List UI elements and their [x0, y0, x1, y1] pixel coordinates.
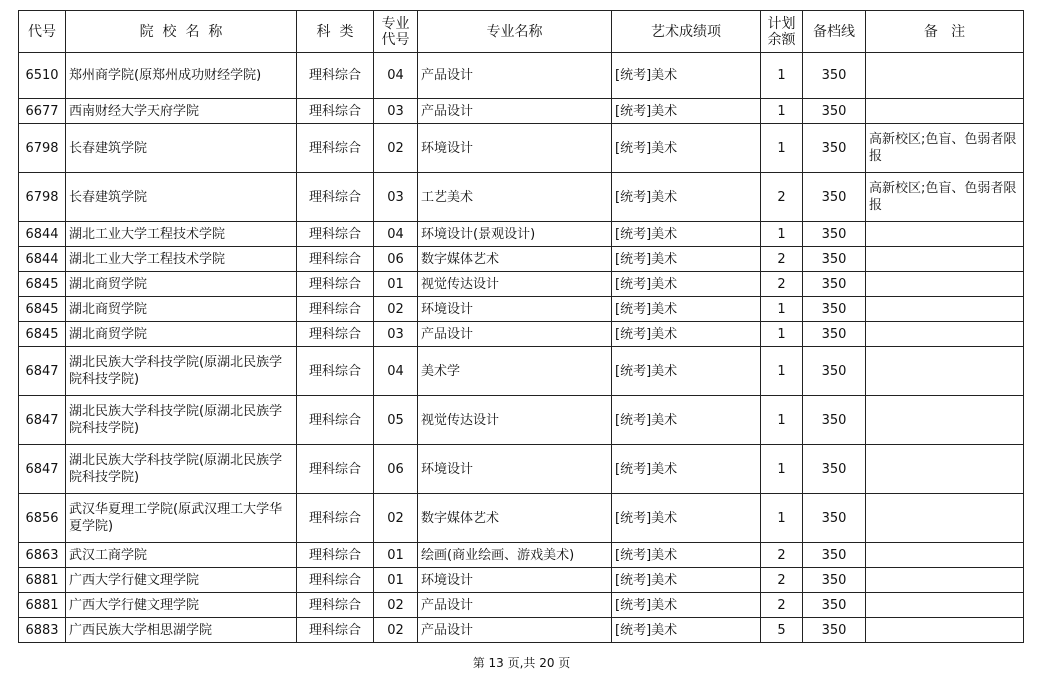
cell-major-code: 02	[374, 618, 418, 643]
cell-major-code: 02	[374, 593, 418, 618]
cell-code: 6844	[19, 222, 66, 247]
header-plan-left: 计划 余额	[761, 11, 803, 53]
cell-cutoff: 350	[803, 618, 866, 643]
cell-cutoff: 350	[803, 124, 866, 173]
cell-category: 理科综合	[297, 396, 374, 445]
cell-school: 郑州商学院(原郑州成功财经学院)	[66, 53, 297, 99]
cell-plan-left: 1	[761, 53, 803, 99]
cell-major-name: 产品设计	[418, 593, 612, 618]
cell-notes	[866, 347, 1024, 396]
cell-major-name: 产品设计	[418, 322, 612, 347]
cell-plan-left: 1	[761, 494, 803, 543]
cell-art-item: [统考]美术	[612, 322, 761, 347]
table-row	[19, 445, 1024, 494]
admission-table-sheet	[18, 10, 1024, 643]
cell-notes	[866, 396, 1024, 445]
cell-code: 6847	[19, 445, 66, 494]
cell-art-item: [统考]美术	[612, 618, 761, 643]
table-row	[19, 124, 1024, 173]
header-major-name: 专业名称	[418, 11, 612, 53]
cell-category: 理科综合	[297, 272, 374, 297]
cell-school: 湖北民族大学科技学院(原湖北民族学院科技学院)	[66, 445, 297, 494]
cell-major-name: 环境设计	[418, 568, 612, 593]
cell-school: 湖北民族大学科技学院(原湖北民族学院科技学院)	[66, 396, 297, 445]
cell-category: 理科综合	[297, 173, 374, 222]
cell-major-name: 环境设计(景观设计)	[418, 222, 612, 247]
cell-major-name: 美术学	[418, 347, 612, 396]
cell-school: 武汉华夏理工学院(原武汉理工大学华夏学院)	[66, 494, 297, 543]
cell-plan-left: 2	[761, 247, 803, 272]
cell-plan-left: 1	[761, 347, 803, 396]
cell-category: 理科综合	[297, 53, 374, 99]
table-row	[19, 347, 1024, 396]
cell-code: 6847	[19, 396, 66, 445]
cell-notes	[866, 53, 1024, 99]
cell-major-name: 环境设计	[418, 124, 612, 173]
cell-category: 理科综合	[297, 543, 374, 568]
table-body	[19, 53, 1024, 643]
table-row	[19, 247, 1024, 272]
cell-plan-left: 1	[761, 99, 803, 124]
table-row	[19, 173, 1024, 222]
table-row	[19, 99, 1024, 124]
cell-art-item: [统考]美术	[612, 272, 761, 297]
cell-category: 理科综合	[297, 99, 374, 124]
cell-category: 理科综合	[297, 297, 374, 322]
cell-major-name: 视觉传达设计	[418, 396, 612, 445]
cell-cutoff: 350	[803, 494, 866, 543]
table-row	[19, 222, 1024, 247]
cell-major-code: 02	[374, 494, 418, 543]
table-row	[19, 297, 1024, 322]
cell-code: 6510	[19, 53, 66, 99]
admission-table	[18, 10, 1024, 643]
cell-category: 理科综合	[297, 618, 374, 643]
cell-major-code: 04	[374, 347, 418, 396]
cell-school: 武汉工商学院	[66, 543, 297, 568]
cell-major-code: 05	[374, 396, 418, 445]
cell-category: 理科综合	[297, 445, 374, 494]
cell-major-name: 环境设计	[418, 297, 612, 322]
cell-art-item: [统考]美术	[612, 173, 761, 222]
cell-plan-left: 1	[761, 124, 803, 173]
cell-plan-left: 1	[761, 445, 803, 494]
cell-major-name: 产品设计	[418, 53, 612, 99]
cell-cutoff: 350	[803, 272, 866, 297]
cell-notes	[866, 618, 1024, 643]
cell-code: 6798	[19, 124, 66, 173]
cell-major-code: 06	[374, 445, 418, 494]
cell-notes	[866, 445, 1024, 494]
cell-cutoff: 350	[803, 543, 866, 568]
table-row	[19, 618, 1024, 643]
cell-cutoff: 350	[803, 347, 866, 396]
cell-plan-left: 5	[761, 618, 803, 643]
table-row	[19, 593, 1024, 618]
cell-category: 理科综合	[297, 247, 374, 272]
cell-school: 湖北民族大学科技学院(原湖北民族学院科技学院)	[66, 347, 297, 396]
cell-art-item: [统考]美术	[612, 297, 761, 322]
cell-major-name: 绘画(商业绘画、游戏美术)	[418, 543, 612, 568]
cell-cutoff: 350	[803, 99, 866, 124]
cell-cutoff: 350	[803, 173, 866, 222]
cell-cutoff: 350	[803, 322, 866, 347]
cell-major-code: 03	[374, 99, 418, 124]
cell-category: 理科综合	[297, 347, 374, 396]
cell-major-code: 01	[374, 568, 418, 593]
cell-notes	[866, 99, 1024, 124]
cell-cutoff: 350	[803, 396, 866, 445]
table-row	[19, 543, 1024, 568]
cell-major-code: 01	[374, 272, 418, 297]
header-cutoff: 备档线	[803, 11, 866, 53]
table-row	[19, 396, 1024, 445]
cell-major-code: 02	[374, 297, 418, 322]
table-row	[19, 322, 1024, 347]
cell-plan-left: 1	[761, 396, 803, 445]
cell-plan-left: 1	[761, 222, 803, 247]
cell-major-code: 03	[374, 322, 418, 347]
cell-major-code: 04	[374, 53, 418, 99]
cell-category: 理科综合	[297, 494, 374, 543]
header-art-item: 艺术成绩项	[612, 11, 761, 53]
cell-art-item: [统考]美术	[612, 222, 761, 247]
cell-major-name: 数字媒体艺术	[418, 494, 612, 543]
cell-art-item: [统考]美术	[612, 396, 761, 445]
table-row	[19, 53, 1024, 99]
cell-cutoff: 350	[803, 593, 866, 618]
table-row	[19, 272, 1024, 297]
cell-notes	[866, 568, 1024, 593]
cell-category: 理科综合	[297, 322, 374, 347]
cell-major-name: 工艺美术	[418, 173, 612, 222]
cell-code: 6881	[19, 568, 66, 593]
table-header-row	[19, 11, 1024, 53]
cell-art-item: [统考]美术	[612, 593, 761, 618]
cell-major-code: 04	[374, 222, 418, 247]
cell-art-item: [统考]美术	[612, 124, 761, 173]
cell-notes	[866, 593, 1024, 618]
cell-cutoff: 350	[803, 222, 866, 247]
cell-art-item: [统考]美术	[612, 99, 761, 124]
cell-art-item: [统考]美术	[612, 247, 761, 272]
cell-school: 湖北商贸学院	[66, 297, 297, 322]
cell-school: 湖北商贸学院	[66, 322, 297, 347]
cell-notes	[866, 222, 1024, 247]
cell-category: 理科综合	[297, 593, 374, 618]
cell-code: 6847	[19, 347, 66, 396]
header-code: 代号	[19, 11, 66, 53]
cell-school: 广西民族大学相思湖学院	[66, 618, 297, 643]
cell-art-item: [统考]美术	[612, 494, 761, 543]
cell-notes	[866, 297, 1024, 322]
cell-art-item: [统考]美术	[612, 543, 761, 568]
cell-plan-left: 1	[761, 297, 803, 322]
cell-notes	[866, 247, 1024, 272]
cell-code: 6844	[19, 247, 66, 272]
cell-category: 理科综合	[297, 124, 374, 173]
cell-major-code: 02	[374, 124, 418, 173]
cell-code: 6845	[19, 272, 66, 297]
header-major-code: 专业 代号	[374, 11, 418, 53]
cell-school: 长春建筑学院	[66, 124, 297, 173]
cell-cutoff: 350	[803, 247, 866, 272]
cell-art-item: [统考]美术	[612, 445, 761, 494]
cell-major-code: 01	[374, 543, 418, 568]
table-row	[19, 494, 1024, 543]
cell-notes: 高新校区;色盲、色弱者限报	[866, 173, 1024, 222]
cell-plan-left: 2	[761, 173, 803, 222]
cell-major-name: 产品设计	[418, 99, 612, 124]
cell-major-name: 产品设计	[418, 618, 612, 643]
cell-code: 6856	[19, 494, 66, 543]
cell-school: 湖北工业大学工程技术学院	[66, 222, 297, 247]
cell-plan-left: 2	[761, 272, 803, 297]
cell-code: 6883	[19, 618, 66, 643]
cell-code: 6881	[19, 593, 66, 618]
cell-plan-left: 1	[761, 322, 803, 347]
cell-code: 6845	[19, 297, 66, 322]
cell-notes	[866, 543, 1024, 568]
cell-cutoff: 350	[803, 297, 866, 322]
cell-major-name: 视觉传达设计	[418, 272, 612, 297]
cell-category: 理科综合	[297, 222, 374, 247]
cell-notes: 高新校区;色盲、色弱者限报	[866, 124, 1024, 173]
cell-notes	[866, 322, 1024, 347]
cell-plan-left: 2	[761, 543, 803, 568]
table-row	[19, 568, 1024, 593]
cell-code: 6863	[19, 543, 66, 568]
cell-school: 长春建筑学院	[66, 173, 297, 222]
cell-code: 6798	[19, 173, 66, 222]
cell-school: 广西大学行健文理学院	[66, 593, 297, 618]
cell-notes	[866, 494, 1024, 543]
header-notes: 备 注	[866, 11, 1024, 53]
cell-plan-left: 2	[761, 568, 803, 593]
cell-art-item: [统考]美术	[612, 568, 761, 593]
cell-major-name: 环境设计	[418, 445, 612, 494]
cell-cutoff: 350	[803, 53, 866, 99]
cell-school: 湖北商贸学院	[66, 272, 297, 297]
cell-school: 广西大学行健文理学院	[66, 568, 297, 593]
header-school: 院 校 名 称	[66, 11, 297, 53]
cell-art-item: [统考]美术	[612, 347, 761, 396]
cell-school: 湖北工业大学工程技术学院	[66, 247, 297, 272]
cell-major-code: 03	[374, 173, 418, 222]
cell-cutoff: 350	[803, 568, 866, 593]
cell-school: 西南财经大学天府学院	[66, 99, 297, 124]
cell-major-code: 06	[374, 247, 418, 272]
cell-art-item: [统考]美术	[612, 53, 761, 99]
cell-notes	[866, 272, 1024, 297]
header-category: 科 类	[297, 11, 374, 53]
page-footer: 第 13 页,共 20 页	[472, 656, 571, 670]
cell-major-name: 数字媒体艺术	[418, 247, 612, 272]
cell-cutoff: 350	[803, 445, 866, 494]
cell-category: 理科综合	[297, 568, 374, 593]
cell-code: 6677	[19, 99, 66, 124]
cell-plan-left: 2	[761, 593, 803, 618]
cell-code: 6845	[19, 322, 66, 347]
